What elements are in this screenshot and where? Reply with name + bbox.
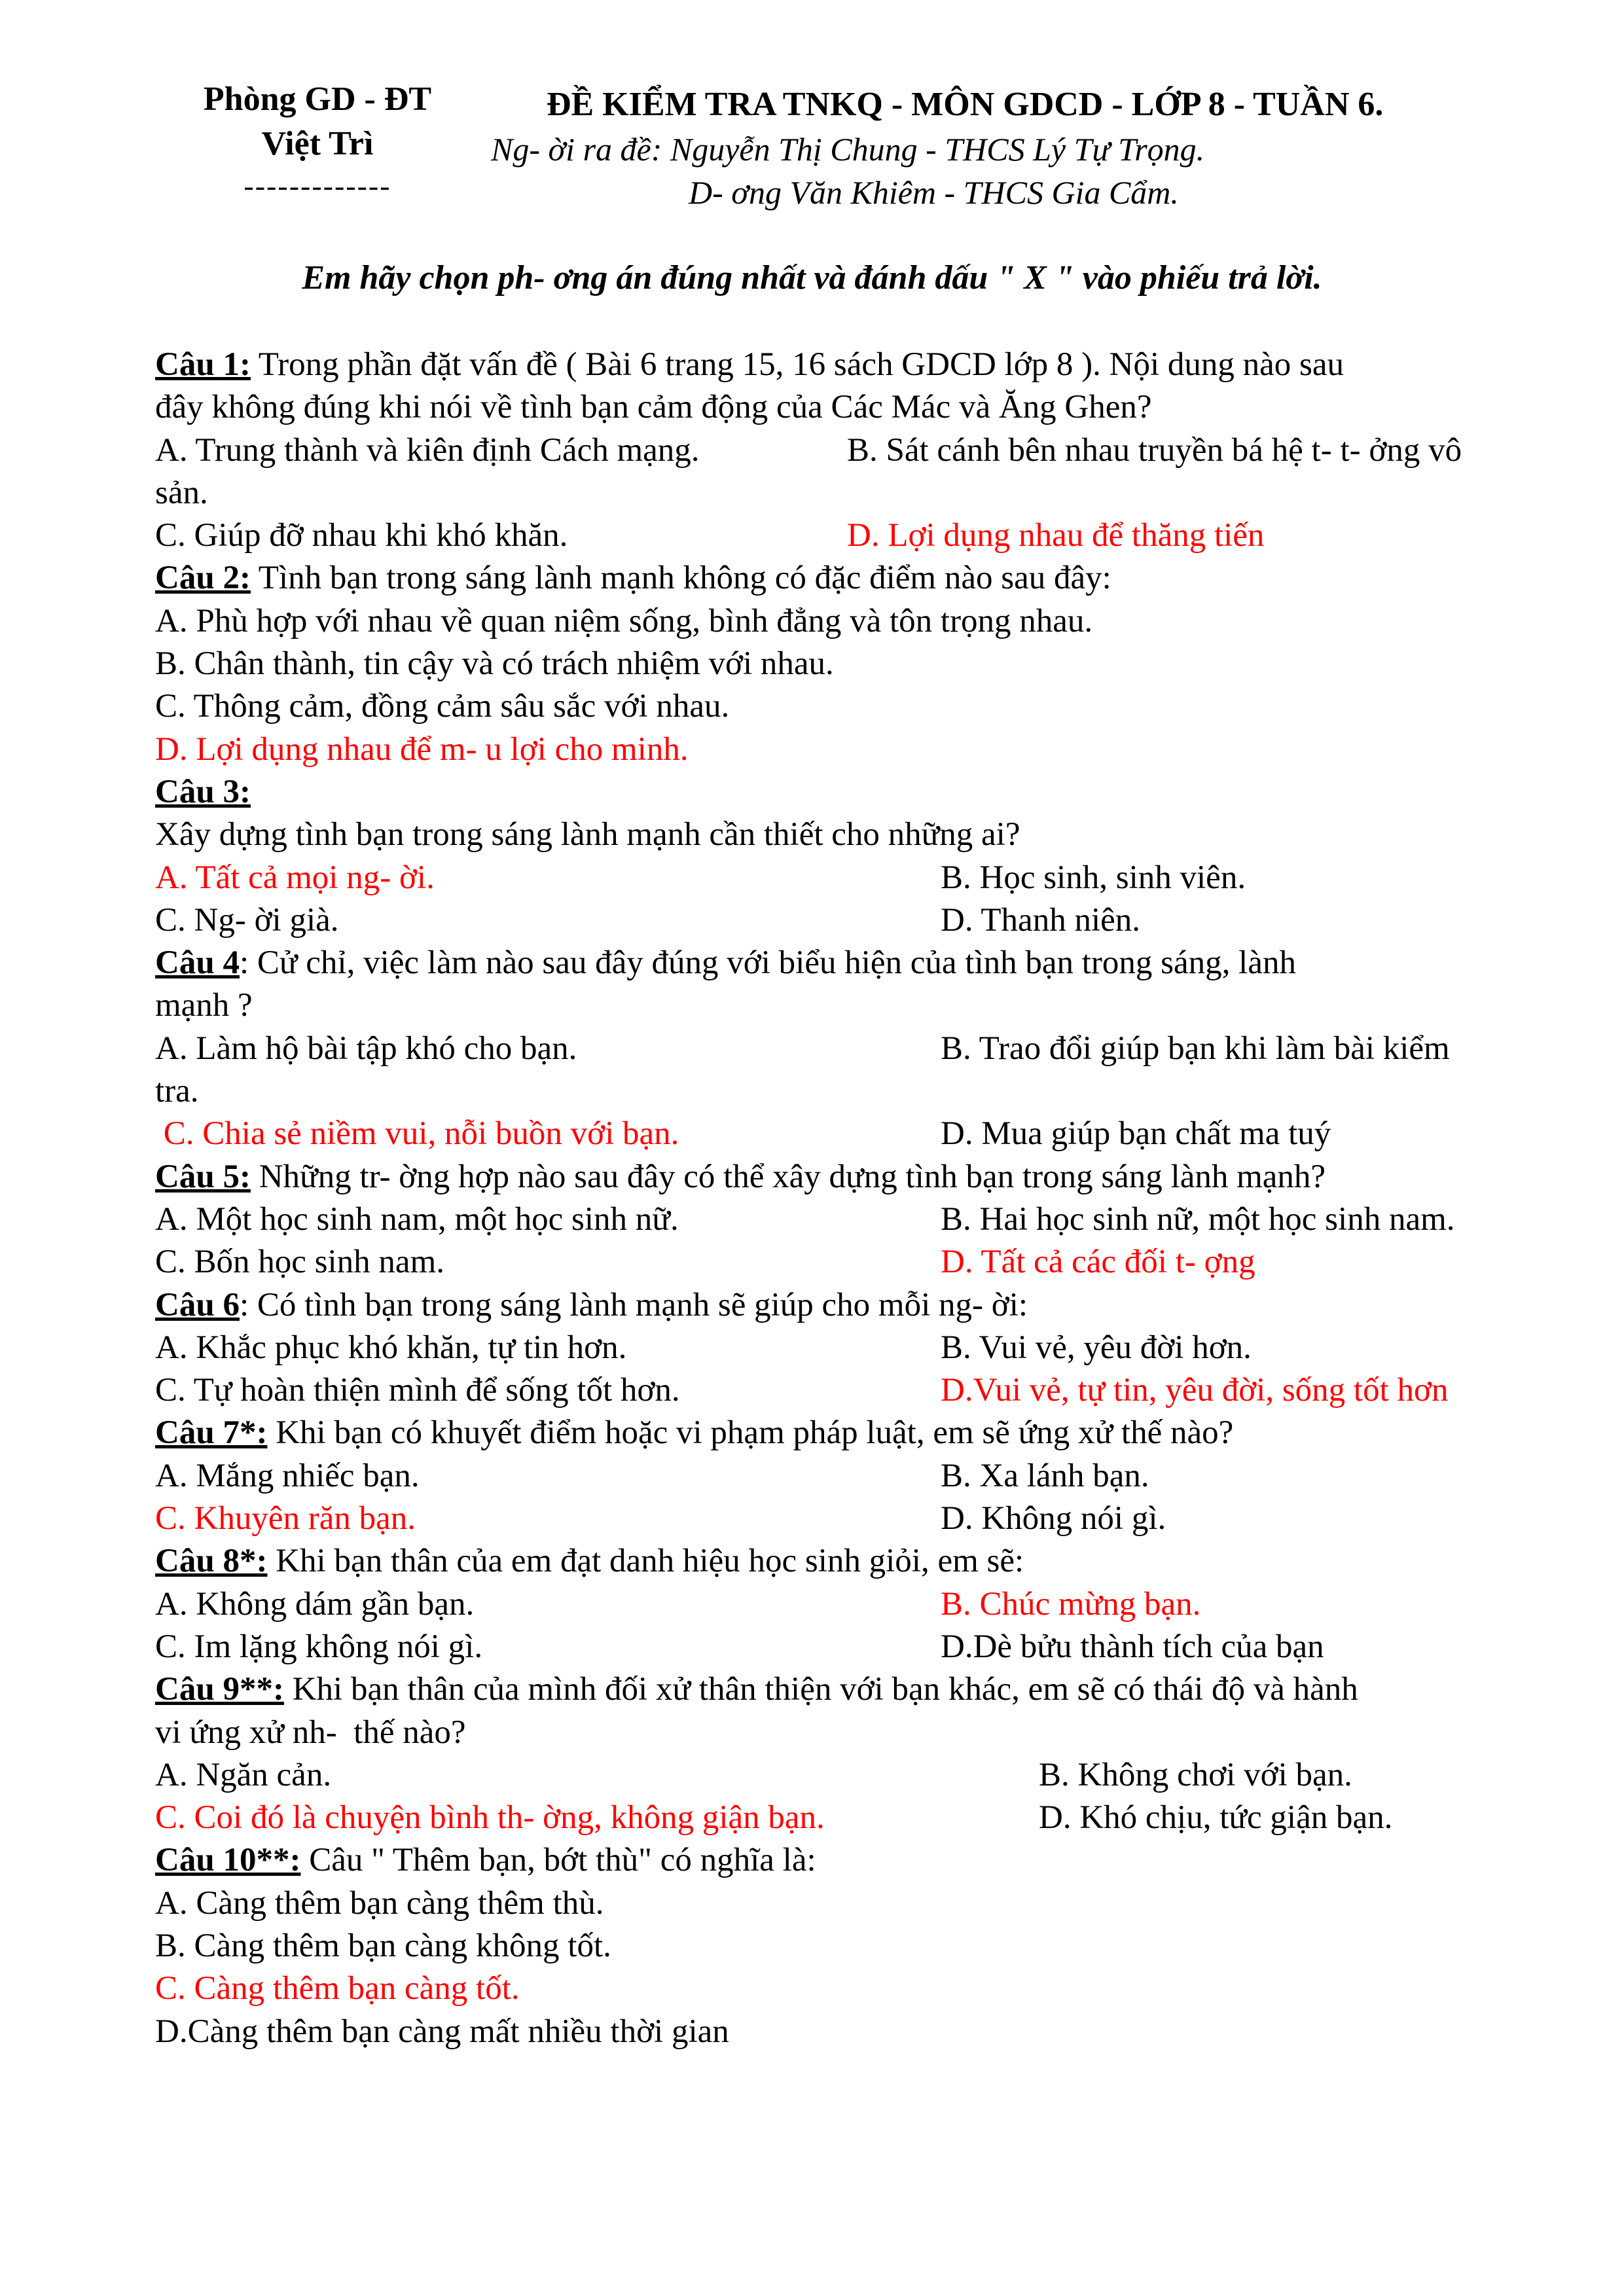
department-block (164, 77, 471, 206)
department-name: Phòng GD - ĐT (203, 81, 432, 118)
question-text: Câu " Thêm bạn, bớt thù" có nghĩa là: (300, 1842, 816, 1879)
question-list (155, 344, 1543, 2053)
option-c: C. Bốn học sinh nam. (155, 1244, 444, 1281)
question-label: Câu 1: (155, 346, 251, 383)
question-label: Câu 5: (155, 1158, 251, 1195)
question-text: Trong phần đặt vấn đề ( Bài 6 trang 15, 16 sách GDCD lớp 8 ). Nội dung nào sau (250, 346, 1344, 383)
option-a: A. Mắng nhiếc bạn. (155, 1457, 420, 1494)
option-c: C. Ng- ời già. (155, 901, 339, 939)
option-b: B. Chân thành, tin cậy và có trách nhiệm với nhau. (155, 645, 834, 683)
header-separator: ------------- (244, 169, 391, 202)
question-10 (155, 1839, 1543, 2053)
question-label: Câu 7*: (155, 1414, 268, 1452)
question-1 (155, 344, 1543, 557)
option-c-correct: C. Chia sẻ niềm vui, nỗi buồn với bạn. (155, 1115, 679, 1153)
question-text-cont: vi ứng xử nh- thế nào? (155, 1713, 466, 1751)
option-d-correct: D. Lợi dụng nhau để thăng tiến (847, 517, 1265, 554)
question-label: Câu 10**: (155, 1842, 301, 1879)
question-text-cont: mạnh ? (155, 987, 253, 1024)
question-2 (155, 557, 1543, 770)
question-text: Xây dựng tình bạn trong sáng lành mạnh cần thiết cho những ai? (155, 816, 1020, 853)
option-a-correct: A. Tất cả mọi ng- ời. (155, 859, 435, 896)
option-d-correct: D. Tất cả các đối t- ợng (941, 1244, 1255, 1281)
question-8 (155, 1540, 1543, 1668)
option-b: B. Vui vẻ, yêu đời hơn. (941, 1329, 1252, 1366)
exam-instruction: Em hãy chọn ph- ơng án đúng nhất và đánh dấu " X " vào phiếu trả lời. (302, 259, 1322, 296)
option-d: D. Khó chịu, tức giận bạn. (1039, 1799, 1393, 1837)
question-text: Khi bạn thân của mình đối xử thân thiện với bạn khác, em sẽ có thái độ và hành (283, 1671, 1358, 1708)
option-b-cont: sản. (155, 474, 208, 511)
option-b: B. Học sinh, sinh viên. (941, 859, 1246, 896)
question-text: Khi bạn có khuyết điểm hoặc vi phạm pháp luật, em sẽ ứng xử thế nào? (267, 1414, 1234, 1452)
question-label: Câu 3: (155, 773, 251, 810)
question-text: : Có tình bạn trong sáng lành mạnh sẽ giúp cho mỗi ng- ời: (239, 1286, 1028, 1323)
option-d: D.Dè bửu thành tích của bạn (941, 1628, 1324, 1665)
option-d-correct: D.Vui vẻ, tự tin, yêu đời, sống tốt hơn (941, 1372, 1449, 1409)
department-city: Việt Trì (261, 125, 374, 162)
question-text: : Cử chỉ, việc làm nào sau đây đúng với biểu hiện của tình bạn trong sáng, lành (239, 944, 1296, 982)
option-d: D. Thanh niên. (941, 901, 1141, 939)
option-b-cont: tra. (155, 1073, 199, 1110)
option-b: B. Không chơi với bạn. (1039, 1756, 1352, 1793)
option-a: A. Phù hợp với nhau về quan niệm sống, bình đẳng và tôn trọng nhau. (155, 602, 1093, 639)
option-b: B. Xa lánh bạn. (941, 1457, 1149, 1494)
option-a: A. Càng thêm bạn càng thêm thù. (155, 1884, 604, 1922)
question-text: Khi bạn thân của em đạt danh hiệu học sinh giỏi, em sẽ: (267, 1543, 1024, 1580)
question-label: Câu 2: (155, 560, 251, 597)
option-a: A. Trung thành và kiên định Cách mạng. (155, 431, 700, 469)
exam-title: ĐỀ KIỂM TRA TNKQ - MÔN GDCD - LỚP 8 - TUẦN 6. (547, 86, 1384, 123)
option-c-correct: C. Càng thêm bạn càng tốt. (155, 1970, 520, 2007)
question-label: Câu 8*: (155, 1543, 268, 1580)
option-c-correct: C. Khuyên răn bạn. (155, 1500, 416, 1537)
option-d: D. Không nói gì. (941, 1500, 1166, 1537)
question-7 (155, 1412, 1543, 1540)
option-d: D. Mua giúp bạn chất ma tuý (941, 1115, 1331, 1153)
option-c: C. Tự hoàn thiện mình để sống tốt hơn. (155, 1372, 680, 1409)
option-d-correct: D. Lợi dụng nhau để m- u lợi cho minh. (155, 730, 689, 768)
question-5 (155, 1156, 1543, 1284)
option-a: A. Một học sinh nam, một học sinh nữ. (155, 1200, 679, 1238)
option-c: C. Giúp đỡ nhau khi khó khăn. (155, 517, 568, 554)
question-9 (155, 1668, 1543, 1839)
option-b: B. Càng thêm bạn càng không tốt. (155, 1927, 611, 1964)
option-a: A. Ngăn cản. (155, 1756, 332, 1793)
option-a: A. Không dám gần bạn. (155, 1585, 475, 1623)
question-text: Những tr- ờng hợp nào sau đây có thể xây dựng tình bạn trong sáng lành mạnh? (250, 1158, 1326, 1195)
question-label: Câu 4 (155, 944, 240, 982)
author-line-2: D- ơng Văn Khiêm - THCS Gia Cẩm. (689, 174, 1179, 211)
option-a: A. Khắc phục khó khăn, tự tin hơn. (155, 1329, 627, 1366)
option-a: A. Làm hộ bài tập khó cho bạn. (155, 1030, 577, 1067)
option-b: B. Sát cánh bên nhau truyền bá hệ t- t- ởng vô (847, 431, 1462, 469)
option-c: C. Thông cảm, đồng cảm sâu sắc với nhau. (155, 688, 730, 725)
question-label: Câu 9**: (155, 1671, 284, 1708)
option-b-correct: B. Chúc mừng bạn. (941, 1585, 1201, 1623)
author-line-1: Ng- ời ra đề: Nguyễn Thị Chung - THCS Lý Tự Trọng. (491, 131, 1205, 168)
option-b: B. Hai học sinh nữ, một học sinh nam. (941, 1200, 1455, 1238)
option-d: D.Càng thêm bạn càng mất nhiều thời gian (155, 2013, 729, 2050)
question-text: Tình bạn trong sáng lành mạnh không có đặc điểm nào sau đây: (250, 560, 1111, 597)
question-text-cont: đây không đúng khi nói về tình bạn cảm động của Các Mác và Ăng Ghen? (155, 389, 1152, 426)
question-label: Câu 6 (155, 1286, 240, 1323)
option-c-correct: C. Coi đó là chuyện bình th- ờng, không giận bạn. (155, 1799, 825, 1837)
question-4 (155, 942, 1543, 1155)
question-3 (155, 771, 1543, 942)
question-6 (155, 1284, 1543, 1412)
option-b: B. Trao đổi giúp bạn khi làm bài kiểm (941, 1030, 1450, 1067)
option-c: C. Im lặng không nói gì. (155, 1628, 483, 1665)
